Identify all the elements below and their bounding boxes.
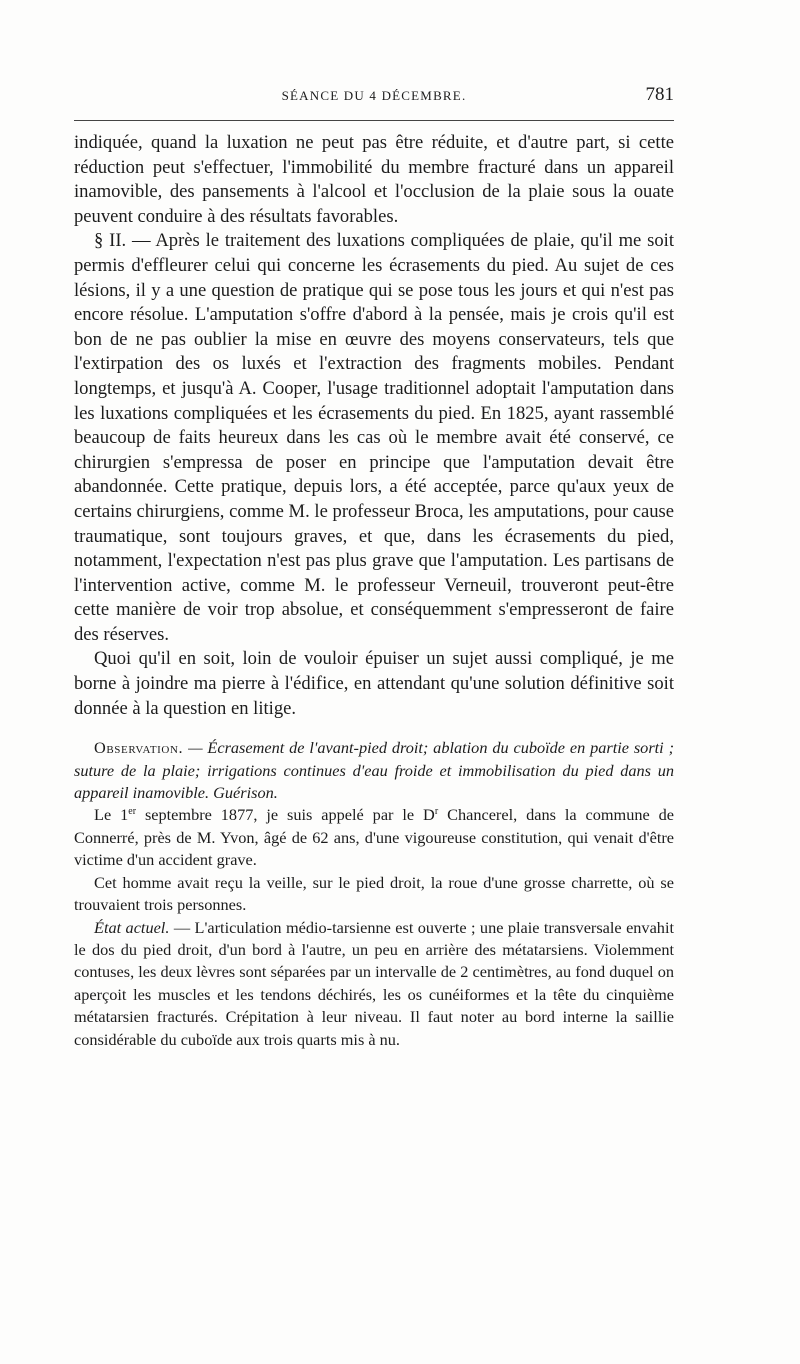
running-title: SÉANCE DU 4 DÉCEMBRE. — [281, 88, 467, 103]
superscript: er — [128, 806, 137, 818]
text-run: — L'articulation médio-tarsienne est ouverte ; une plaie transversale envahit le dos du pied droit, d'un bord à l'autre, un peu en arrière des métatarsiens. Violemment contuses, les deux lèvres sont séparées par un intervalle de 2 centimètres, au fond duquel on aperçoit les muscles et les tendons déchirés, les os cunéiformes et la tête du cinquième métatarsien fracturés. Crépitation à leur niveau. Il faut noter au bord interne la saillie considérable du cuboïde aux trois quarts mis à nu. — [74, 917, 674, 1049]
superscript: r — [434, 806, 439, 818]
text-run: Chancerel, dans la commune de Connerré, près de M. Yvon, âgé de 62 ans, d'une vigoureuse constitution, qui venait d'être victime d'un accident grave. — [74, 805, 675, 870]
observation — [74, 737, 674, 1051]
paragraph: § II. — Après le traitement des luxations compliquées de plaie, qu'il me soit permis d'effleurer celui qui concerne les écrasements du pied. Au sujet de ces lésions, il y a une question de pratique qui se pose tous les jours et qui n'est pas encore résolue. L'amputation s'offre d'abord à la pensée, mais je crois qu'il est bon de ne pas oublier la mise en œuvre des moyens conservateurs, tels que l'extirpation des os luxés et l'extraction des fragments mobiles. Pendant longtemps, et jusqu'à A. Cooper, l'usage traditionnel adoptait l'amputation dans les luxations compliquées et les écrasements du pied. En 1825, ayant rassemblé beaucoup de faits heureux dans les cas où le membre avait été conservé, ce chirurgien s'empressa de poser en principe que l'amputation devait être abandonnée. Cette pratique, depuis lors, a été acceptée, parce qu'aux yeux de certains chirurgiens, comme M. le professeur Broca, les amputations, pour cause traumatique, sont toujours graves, et que, dans les écrasements du pied, notamment, l'expectation n'est pas plus grave que l'amputation. Les partisans de l'intervention active, comme M. le professeur Verneuil, trouveront peut-être cette manière de voir trop absolue, et conséquemment s'empresseront de faire des réserves. — [74, 230, 674, 645]
body-text — [74, 131, 674, 721]
text-run: septembre 1877, je suis appelé par le D — [136, 805, 435, 825]
text-run: Le 1 — [94, 805, 129, 825]
page — [74, 84, 674, 1051]
paragraph: indiquée, quand la luxation ne peut pas être réduite, et d'autre part, si cette réduction peut s'effectuer, l'immobilité du membre fracturé dans un appareil inamovible, des pansements à l'alcool et l'occlusion de la plaie sous la ouate peuvent conduire à des résultats favorables. — [74, 132, 674, 227]
header-rule — [74, 120, 674, 121]
observation-paragraph: Cet homme avait reçu la veille, sur le pied droit, la roue d'une grosse charrette, où se trouvaient trois personnes. — [74, 872, 674, 915]
page-header — [74, 84, 674, 114]
observation-lead: Observation. — [94, 738, 184, 758]
observation-paragraph — [74, 917, 674, 1051]
section-label: État actuel. — [94, 917, 170, 937]
observation-heading — [74, 737, 674, 804]
observation-paragraph — [74, 804, 674, 871]
paragraph: Quoi qu'il en soit, loin de vouloir épuiser un sujet aussi compliqué, je me borne à joindre ma pierre à l'édifice, en attendant qu'une solution définitive soit donnée à la question en litige. — [74, 648, 674, 719]
page-number: 781 — [645, 84, 674, 105]
observation-title: — Écrasement de l'avant-pied droit; ablation du cuboïde en partie sorti ; suture de la plaie; irrigations continues d'eau froide et immobilisation du pied dans un appareil inamovible. Guérison. — [74, 738, 674, 803]
